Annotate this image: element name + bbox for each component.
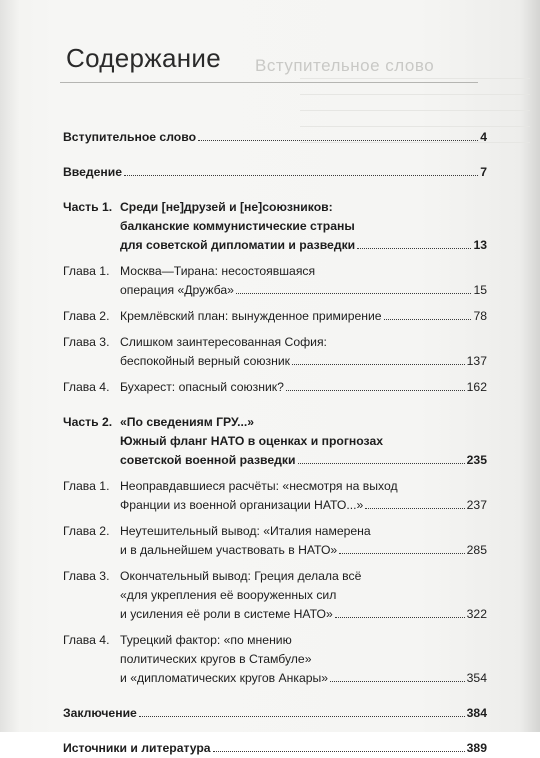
part-title-line: «По сведениям ГРУ...» [120, 415, 255, 429]
part-title-line: советской военной разведки [120, 453, 296, 467]
bleed-through-heading: Вступительное слово [255, 56, 435, 75]
page-number: 15 [473, 283, 487, 297]
dot-leader [236, 293, 472, 294]
part-title-line: Южный фланг НАТО в оценках и прогнозах [120, 434, 384, 448]
chapter-title-line: Бухарест: опасный союзник? [120, 380, 284, 394]
dot-leader [198, 140, 478, 141]
toc-chapter-2-2[interactable] [63, 522, 487, 560]
chapter-label: Глава 4. [63, 380, 110, 394]
chapter-title-line: беспокойный верный союзник [120, 354, 291, 368]
dot-leader [384, 319, 472, 320]
page-number: 137 [466, 354, 487, 368]
toc-entry-intro-word[interactable] [63, 128, 487, 147]
toc-entry-title: Заключение [63, 706, 137, 720]
page-number: 235 [466, 453, 487, 467]
dot-leader [292, 364, 465, 365]
toc-entry-title: Введение [63, 165, 123, 179]
chapter-title-line: «для укрепления её вооруженных сил [120, 588, 337, 602]
part-label: Часть 2. [63, 415, 113, 429]
page-title: Содержание [66, 43, 221, 73]
dot-leader [330, 681, 465, 682]
chapter-label: Глава 3. [63, 335, 110, 349]
chapter-title-line: и в дальнейшем участвовать в НАТО» [120, 543, 338, 557]
dot-leader [335, 617, 465, 618]
chapter-title-line: Кремлёвский план: вынужденное примирение [120, 309, 382, 323]
chapter-title-line: Слишком заинтересованная София: [120, 335, 327, 349]
part-title-line: для советской дипломатии и разведки [120, 238, 356, 252]
chapter-title-line: Франции из военной организации НАТО...» [120, 498, 364, 512]
dot-leader [286, 390, 465, 391]
title-divider [60, 82, 478, 83]
page-number: 322 [466, 607, 487, 621]
part-title-line: балканские коммунистические страны [120, 219, 355, 233]
toc-entry-conclusion[interactable] [63, 704, 487, 723]
dot-leader [365, 508, 464, 509]
chapter-title-line: Неутешительный вывод: «Италия намерена [120, 524, 371, 538]
chapter-label: Глава 4. [63, 633, 110, 647]
dot-leader [339, 553, 464, 554]
chapter-title-line: Окончательный вывод: Греция делала всё [120, 569, 362, 583]
toc-entry-introduction[interactable] [63, 163, 487, 182]
chapter-title-line: Неоправдавшиеся расчёты: «несмотря на выход [120, 479, 398, 493]
page-number: 162 [466, 380, 487, 394]
chapter-label: Глава 2. [63, 524, 110, 538]
toc-chapter-1-4[interactable] [63, 378, 487, 397]
chapter-title-line: Турецкий фактор: «по мнению [120, 633, 292, 647]
toc-part-1[interactable] [63, 198, 487, 255]
dot-leader [139, 716, 465, 717]
toc-chapter-1-3[interactable] [63, 333, 487, 371]
toc-entry-sources[interactable] [63, 739, 487, 758]
chapter-label: Глава 1. [63, 479, 110, 493]
toc-chapter-2-1[interactable] [63, 477, 487, 515]
chapter-title-line: операция «Дружба» [120, 283, 234, 297]
dot-leader [124, 175, 478, 176]
toc-chapter-1-2[interactable] [63, 307, 487, 326]
chapter-label: Глава 3. [63, 569, 110, 583]
toc-chapter-2-3[interactable] [63, 567, 487, 624]
page-number: 237 [466, 498, 487, 512]
chapter-title-line: и «дипломатических кругов Анкары» [120, 671, 329, 685]
page-number: 7 [480, 165, 487, 179]
chapter-title-line: Москва—Тирана: несостоявшаяся [120, 264, 316, 278]
dot-leader [298, 463, 465, 464]
toc-entry-title: Вступительное слово [63, 130, 197, 144]
page-number: 78 [473, 309, 487, 323]
part-label: Часть 1. [63, 200, 113, 214]
page-number: 354 [466, 671, 487, 685]
toc-entry-title: Источники и литература [63, 741, 211, 755]
toc-chapter-2-4[interactable] [63, 631, 487, 688]
page-number: 384 [466, 706, 487, 720]
chapter-title-line: политических кругов в Стамбуле» [120, 652, 312, 666]
dot-leader [213, 751, 465, 752]
page-number: 4 [480, 130, 487, 144]
chapter-label: Глава 1. [63, 264, 110, 278]
chapter-label: Глава 2. [63, 309, 110, 323]
page-number: 13 [473, 238, 487, 252]
toc-chapter-1-1[interactable] [63, 262, 487, 300]
chapter-title-line: и усиления её роли в системе НАТО» [120, 607, 333, 621]
page-number: 285 [466, 543, 487, 557]
page-number: 389 [466, 741, 487, 755]
part-title-line: Среди [не]друзей и [не]союзников: [120, 200, 333, 214]
dot-leader [357, 248, 471, 249]
toc-part-2[interactable] [63, 413, 487, 470]
table-of-contents [63, 128, 487, 758]
